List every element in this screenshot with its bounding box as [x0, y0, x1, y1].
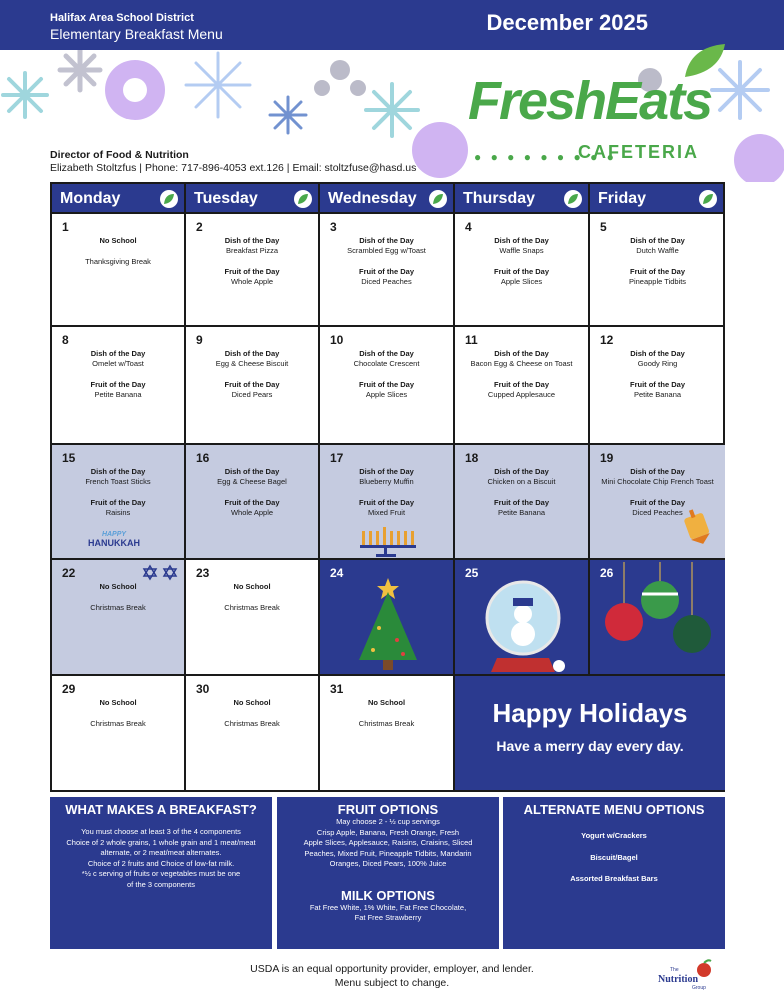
dish-label: Dish of the Day — [494, 467, 549, 476]
breakfast-title: WHAT MAKES A BREAKFAST? — [65, 802, 257, 817]
day-number: 12 — [600, 333, 614, 347]
day-label: Friday — [598, 190, 647, 207]
panel-line: Crisp Apple, Banana, Fresh Orange, Fresh — [316, 827, 460, 837]
day-header-wednesday — [320, 184, 455, 214]
day-menu — [186, 698, 318, 729]
day-header-monday — [52, 184, 186, 214]
day-cell-11 — [455, 327, 590, 445]
break-note: Christmas Break — [358, 719, 415, 728]
day-number: 23 — [196, 566, 210, 580]
day-header-friday — [590, 184, 725, 214]
day-menu — [590, 349, 725, 400]
dish-value: Chocolate Crescent — [353, 359, 420, 368]
dish-value: Waffle Snaps — [499, 246, 544, 255]
dish-label: Dish of the Day — [359, 467, 414, 476]
fruit-value: Cupped Applesauce — [487, 390, 556, 399]
day-menu — [320, 236, 453, 287]
panel-line: Choice of 2 fruits and Choice of low-fat milk. — [87, 858, 235, 868]
dish-label: Dish of the Day — [90, 349, 146, 358]
panel-line: May choose 2 - ½ cup servings — [336, 817, 440, 826]
day-cell-17 — [320, 445, 455, 560]
day-menu — [52, 698, 184, 729]
day-menu — [320, 349, 453, 400]
day-menu — [186, 582, 318, 613]
day-cell-4 — [455, 214, 590, 327]
day-number: 16 — [196, 451, 210, 465]
fruit-value: Petite Banana — [497, 508, 546, 517]
panel-line: Yogurt w/Crackers — [581, 831, 647, 840]
hanukkah-badge — [88, 531, 140, 548]
day-cell-30 — [186, 676, 320, 790]
breakfast-panel — [50, 797, 272, 949]
logo-dots: ● ● ● ● ● ● ● ● ● — [474, 150, 617, 164]
no-school-label: No School — [99, 698, 137, 707]
day-header-thursday — [455, 184, 590, 214]
break-note: Christmas Break — [224, 603, 280, 612]
fruit-label: Fruit of the Day — [224, 267, 280, 276]
day-cell-12 — [590, 327, 725, 445]
day-cell-29 — [52, 676, 186, 790]
dish-label: Dish of the Day — [90, 467, 146, 476]
alternate-items — [503, 831, 725, 885]
holiday-title: Happy Holidays — [492, 698, 688, 728]
dish-value: French Toast Sticks — [85, 477, 151, 486]
fruit-value: Diced Pears — [231, 390, 273, 399]
panel-line: Choice of 2 whole grains, 1 whole grain and 1 meat/meat — [66, 837, 256, 847]
dish-label: Dish of the Day — [630, 467, 685, 476]
break-note: Thanksgiving Break — [85, 257, 151, 266]
day-number: 5 — [600, 220, 607, 234]
menu-name: Elementary Breakfast Menu — [50, 26, 223, 42]
no-school-label: No School — [233, 582, 271, 591]
day-label: Thursday — [463, 190, 536, 207]
fruit-label: Fruit of the Day — [90, 380, 146, 389]
fruit-label: Fruit of the Day — [358, 498, 414, 507]
fruit-title: FRUIT OPTIONS — [337, 802, 439, 817]
dish-value: Bacon Egg & Cheese on Toast — [470, 359, 573, 368]
break-note: Christmas Break — [90, 603, 146, 612]
day-menu — [320, 467, 453, 518]
badge-hanukkah: HANUKKAH — [88, 538, 140, 548]
month-title: December 2025 — [486, 10, 648, 35]
day-number: 31 — [330, 682, 344, 696]
day-number: 19 — [600, 451, 614, 465]
panel-line: You must choose at least 3 of the 4 components — [81, 827, 241, 836]
panel-line: alternate, or 2 meat/meat alternates. — [100, 848, 222, 857]
fruit-value: Raisins — [105, 508, 131, 517]
day-menu — [455, 349, 588, 400]
leaf-icon — [294, 190, 312, 208]
breakfast-text — [50, 827, 272, 890]
dish-value: Blueberry Muffin — [359, 477, 414, 486]
dreidel-icon — [677, 507, 717, 552]
day-label: Wednesday — [328, 190, 417, 207]
day-number: 8 — [62, 333, 69, 347]
day-number: 29 — [62, 682, 76, 696]
day-number: 4 — [465, 220, 472, 234]
fruit-value: Mixed Fruit — [367, 508, 406, 517]
dish-value: Egg & Cheese Biscuit — [215, 359, 289, 368]
day-cell-31 — [320, 676, 455, 790]
day-number: 17 — [330, 451, 344, 465]
no-school-label: No School — [99, 236, 137, 245]
menorah-icon — [358, 525, 418, 560]
dish-label: Dish of the Day — [224, 349, 280, 358]
day-menu — [186, 467, 318, 518]
break-note: Christmas Break — [224, 719, 280, 728]
dish-value: Egg & Cheese Bagel — [217, 477, 287, 486]
day-number: 25 — [465, 566, 479, 580]
day-cell-15 — [52, 445, 186, 560]
day-menu — [52, 349, 184, 400]
apple-logo-icon — [656, 958, 716, 992]
fruit-value: Whole Apple — [230, 277, 274, 286]
day-number: 18 — [465, 451, 479, 465]
milk-text — [277, 903, 499, 924]
day-menu — [590, 236, 725, 287]
footer-usda: USDA is an equal opportunity provider, employer, and lender. — [250, 963, 534, 975]
day-number: 24 — [330, 566, 344, 580]
day-number: 26 — [600, 566, 614, 580]
day-menu — [186, 349, 318, 400]
day-menu — [186, 236, 318, 287]
break-note: Christmas Break — [90, 719, 146, 728]
milk-title: MILK OPTIONS — [341, 887, 435, 903]
day-label: Tuesday — [194, 190, 258, 207]
no-school-label: No School — [99, 582, 137, 591]
day-menu — [52, 236, 184, 267]
panel-line: Assorted Breakfast Bars — [570, 874, 658, 883]
contact-info — [50, 149, 416, 175]
fruit-label: Fruit of the Day — [224, 498, 280, 507]
leaf-icon — [699, 190, 717, 208]
no-school-label: No School — [233, 698, 271, 707]
day-cell-8 — [52, 327, 186, 445]
day-number: 3 — [330, 220, 337, 234]
day-cell-23 — [186, 560, 320, 676]
day-cell-26 — [590, 560, 725, 676]
day-number: 2 — [196, 220, 203, 234]
fruit-value: Petite Banana — [633, 390, 682, 399]
day-cell-19 — [590, 445, 725, 560]
dish-value: Chicken on a Biscuit — [487, 477, 556, 486]
fruit-label: Fruit of the Day — [358, 380, 414, 389]
dish-value: Scrambled Egg w/Toast — [347, 246, 426, 255]
dish-label: Dish of the Day — [359, 236, 414, 245]
no-school-label: No School — [367, 698, 406, 707]
happy-holidays-box — [455, 676, 725, 790]
day-cell-9 — [186, 327, 320, 445]
snow-globe-icon — [479, 574, 569, 676]
panel-line: Biscuit/Bagel — [590, 852, 638, 862]
fruit-value: Petite Banana — [94, 390, 142, 399]
day-number: 9 — [196, 333, 203, 347]
day-cell-18 — [455, 445, 590, 560]
dish-value: Mini Chocolate Chip French Toast — [601, 477, 714, 486]
day-menu — [52, 467, 184, 518]
fruit-text — [277, 817, 499, 870]
day-cell-5 — [590, 214, 725, 327]
leaf-icon — [160, 190, 178, 208]
fruit-label: Fruit of the Day — [493, 498, 549, 507]
nutrition-group-logo — [656, 958, 716, 992]
dish-label: Dish of the Day — [494, 349, 549, 358]
fruit-value: Apple Slices — [500, 277, 543, 286]
header-bar — [0, 0, 784, 50]
dish-label: Dish of the Day — [359, 349, 414, 358]
contact-line: Elizabeth Stoltzfus | Phone: 717-896-4053 ext.126 | Email: stoltzfuse@hasd.us — [50, 162, 417, 174]
panel-line: Fat Free White, 1% White, Fat Free Chocolate, — [309, 902, 467, 912]
dish-label: Dish of the Day — [630, 349, 685, 358]
day-cell-24 — [320, 560, 455, 676]
district-name: Halifax Area School District — [50, 12, 194, 24]
day-cell-22 — [52, 560, 186, 676]
day-cell-1 — [52, 214, 186, 327]
dish-label: Dish of the Day — [224, 467, 280, 476]
dish-value: Omelet w/Toast — [92, 359, 144, 368]
holiday-subtitle: Have a merry day every day. — [496, 738, 684, 754]
fruit-value: Pineapple Tidbits — [628, 277, 687, 286]
fruit-label: Fruit of the Day — [629, 267, 685, 276]
day-menu — [455, 236, 588, 287]
panel-line: Peaches, Mixed Fruit, Pineapple Tidbits, Mandarin — [304, 848, 472, 858]
day-cell-25 — [455, 560, 590, 676]
day-cell-3 — [320, 214, 455, 327]
fruit-label: Fruit of the Day — [629, 380, 685, 389]
day-number: 11 — [465, 333, 478, 347]
panel-line: Apple Slices, Applesauce, Raisins, Craisins, Sliced — [303, 838, 473, 847]
day-number: 10 — [330, 333, 344, 347]
fresheats-logo — [468, 70, 730, 170]
day-cell-10 — [320, 327, 455, 445]
day-number: 15 — [62, 451, 76, 465]
fruit-value: Apple Slices — [365, 390, 408, 399]
badge-happy: HAPPY — [101, 531, 127, 538]
day-cell-16 — [186, 445, 320, 560]
panel-line: Oranges, Diced Pears, 100% Juice — [329, 859, 447, 868]
nutrition-name: Nutrition — [658, 974, 698, 985]
day-header-tuesday — [186, 184, 320, 214]
leaf-logo-icon — [680, 42, 730, 82]
alternate-title: ALTERNATE MENU OPTIONS — [523, 802, 705, 817]
dish-value: Breakfast Pizza — [225, 246, 279, 255]
dish-label: Dish of the Day — [224, 236, 280, 245]
fruit-label: Fruit of the Day — [493, 267, 549, 276]
contact-title: Director of Food & Nutrition — [50, 149, 189, 161]
fruit-value: Diced Peaches — [361, 277, 412, 286]
logo-cafeteria: CAFETERIA — [578, 142, 699, 162]
ornaments-icon — [600, 562, 720, 667]
fruit-value: Diced Peaches — [632, 508, 683, 517]
footer-note: Menu subject to change. — [334, 977, 450, 989]
day-menu — [455, 467, 588, 518]
fruit-value: Whole Apple — [230, 508, 274, 517]
fruit-label: Fruit of the Day — [358, 267, 414, 276]
dish-label: Dish of the Day — [630, 236, 685, 245]
day-menu — [320, 698, 453, 729]
panel-line: *½ c serving of fruits or vegetables must be one — [81, 869, 241, 878]
day-number: 1 — [62, 220, 69, 234]
fruit-milk-panel — [277, 797, 499, 949]
nutrition-group: Group — [692, 985, 706, 991]
panel-line: Fat Free Strawberry — [354, 913, 422, 922]
alternate-panel — [503, 797, 725, 949]
fruit-label: Fruit of the Day — [629, 498, 685, 507]
logo-brand: FreshEats — [468, 71, 712, 131]
star-of-david-icon — [140, 562, 180, 593]
fruit-label: Fruit of the Day — [90, 498, 146, 507]
panel-line: of the 3 components — [127, 879, 195, 889]
day-number: 22 — [62, 566, 76, 580]
fruit-label: Fruit of the Day — [493, 380, 549, 389]
leaf-icon — [429, 190, 447, 208]
day-cell-2 — [186, 214, 320, 327]
dish-value: Dutch Waffle — [636, 246, 679, 255]
day-label: Monday — [60, 190, 121, 207]
dish-label: Dish of the Day — [494, 236, 549, 245]
dish-value: Goody Ring — [637, 359, 678, 368]
calendar-grid — [50, 182, 725, 792]
leaf-icon — [564, 190, 582, 208]
fruit-label: Fruit of the Day — [224, 380, 280, 389]
nutrition-small: The — [670, 967, 679, 973]
christmas-tree-icon — [345, 568, 431, 676]
day-number: 30 — [196, 682, 210, 696]
